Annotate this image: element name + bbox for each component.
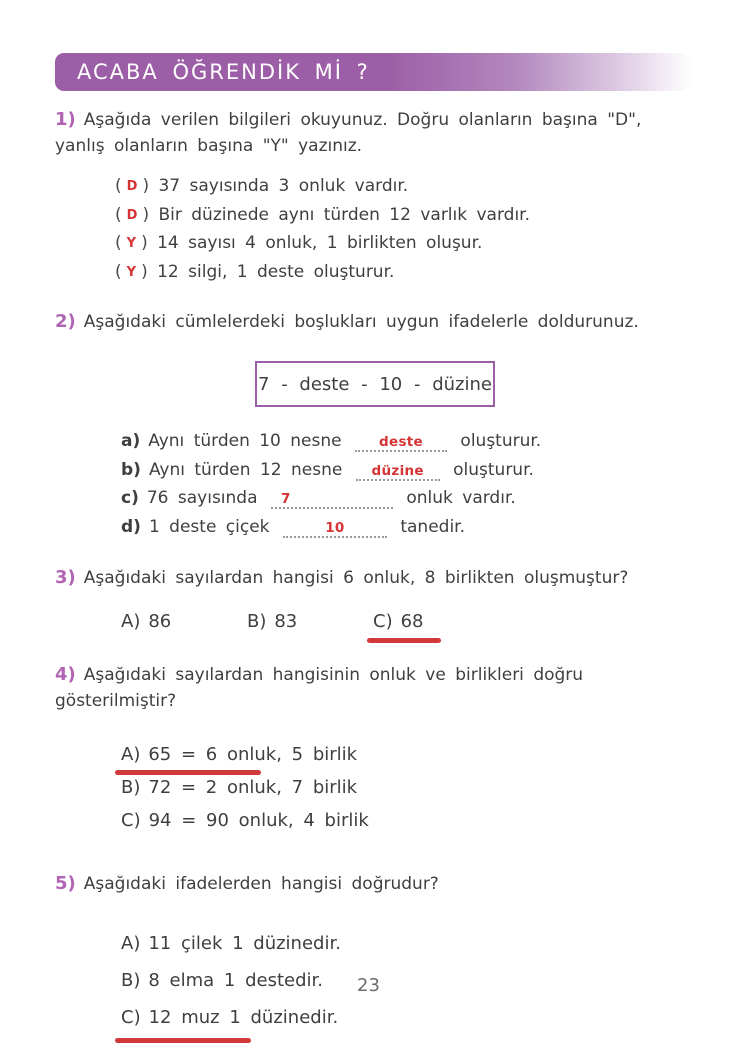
fill-blank-row (121, 427, 695, 456)
option-value: 11 çilek 1 düzinedir. (148, 933, 341, 954)
question-4-options (121, 738, 695, 837)
option-b[interactable] (247, 611, 297, 632)
text-before-blank: 1 deste çiçek (148, 516, 270, 537)
option-value: 68 (400, 611, 424, 632)
question-2-text: Aşağıdaki cümlelerdeki boşlukları uygun ifadelerle doldurunuz. (83, 312, 639, 332)
option-c-correct[interactable] (373, 611, 424, 632)
open-paren: ( (115, 176, 122, 196)
text-before-blank: Aynı türden 12 nesne (148, 459, 343, 480)
option-value: 72 = 2 onluk, 7 birlik (148, 777, 358, 798)
text-after-blank: oluşturur. (453, 459, 534, 480)
option-label: B) (246, 611, 267, 632)
question-5 (55, 871, 695, 897)
question-4-number: 4) (55, 664, 76, 685)
option-a[interactable] (121, 925, 341, 962)
correct-answer-underline (367, 638, 441, 643)
item-letter: c) (121, 488, 139, 508)
option-value: 83 (274, 611, 298, 632)
true-false-row (115, 202, 695, 231)
close-paren: ) (141, 261, 148, 282)
statement-text: 37 sayısında 3 onluk vardır. (158, 176, 409, 196)
question-5-number: 5) (55, 873, 76, 894)
option-label: A) (121, 933, 141, 954)
option-label: B) (121, 970, 141, 991)
question-1-number: 1) (55, 109, 76, 130)
item-letter: b) (121, 459, 141, 480)
question-1 (55, 107, 695, 159)
item-letter: a) (121, 431, 141, 451)
fill-blank-row (121, 456, 695, 485)
fill-blank[interactable] (271, 491, 393, 509)
blank-answer: 7 (280, 491, 291, 507)
question-1-text: Aşağıda verilen bilgileri okuyunuz. Doğru olanların başına "D", yanlış olanların başına "Y" yazınız. (55, 110, 642, 156)
option-value: 65 = 6 onluk, 5 birlik (148, 744, 358, 765)
answer-letter[interactable]: Y (126, 236, 137, 251)
option-value: 8 elma 1 destedir. (148, 970, 323, 991)
question-3-number: 3) (55, 567, 76, 588)
text-after-blank: tanedir. (400, 516, 466, 537)
question-4-text: Aşağıdaki sayılardan hangisinin onluk ve birlikleri doğru gösterilmiştir? (55, 665, 584, 711)
statement-text: Bir düzinede aynı türden 12 varlık vardır. (158, 204, 531, 225)
true-false-row (115, 230, 695, 259)
close-paren: ) (142, 176, 150, 196)
true-false-row (115, 259, 695, 288)
answer-letter[interactable]: Y (126, 264, 137, 280)
fill-blank[interactable] (355, 434, 447, 452)
blank-answer: deste (379, 434, 423, 450)
close-paren: ) (141, 233, 148, 253)
option-b[interactable] (121, 771, 357, 804)
page-number: 23 (357, 975, 380, 996)
question-3-options (121, 611, 695, 632)
question-3 (55, 565, 695, 591)
option-label: C) (373, 611, 393, 632)
question-3-text: Aşağıdaki sayılardan hangisi 6 onluk, 8 birlikten oluşmuştur? (83, 568, 629, 588)
question-2 (55, 309, 695, 335)
open-paren: ( (115, 233, 122, 253)
fill-blank-row (121, 484, 695, 513)
statement-text: 12 silgi, 1 deste oluşturur. (157, 261, 395, 282)
option-c-correct[interactable] (121, 999, 338, 1036)
answer-letter[interactable]: D (126, 179, 138, 194)
close-paren: ) (142, 204, 150, 225)
text-after-blank: oluşturur. (460, 431, 542, 451)
question-2-items (121, 427, 695, 541)
question-4 (55, 662, 695, 714)
fill-blank-row (121, 513, 695, 542)
option-a[interactable] (121, 611, 171, 632)
text-after-blank: onluk vardır. (406, 488, 516, 508)
question-1-items (115, 173, 695, 287)
option-value: 94 = 90 onluk, 4 birlik (148, 810, 369, 831)
option-value: 12 muz 1 düzinedir. (148, 1007, 339, 1028)
word-bank-box (255, 361, 495, 407)
option-label: B) (121, 777, 141, 798)
section-banner (55, 53, 692, 91)
question-2-number: 2) (55, 311, 76, 332)
answer-letter[interactable]: D (126, 207, 138, 223)
section-title: ACABA ÖĞRENDİK Mİ ? (77, 60, 370, 84)
fill-blank[interactable] (356, 463, 440, 481)
item-letter: d) (121, 516, 141, 537)
fill-blank[interactable] (283, 520, 387, 538)
blank-answer: düzine (371, 462, 424, 479)
statement-text: 14 sayısı 4 onluk, 1 birlikten oluşur. (157, 233, 483, 253)
text-before-blank: 76 sayısında (146, 488, 258, 508)
option-label: A) (121, 744, 141, 765)
open-paren: ( (115, 261, 122, 282)
true-false-row (115, 173, 695, 202)
word-bank-text: 7 - deste - 10 - düzine (258, 373, 492, 395)
text-before-blank: Aynı türden 10 nesne (148, 431, 342, 451)
option-c[interactable] (121, 804, 369, 837)
correct-answer-underline (115, 1038, 251, 1043)
option-value: 86 (148, 611, 172, 632)
option-label: C) (121, 1007, 141, 1028)
question-5-text: Aşağıdaki ifadelerden hangisi doğrudur? (83, 874, 439, 894)
option-label: A) (121, 611, 141, 632)
option-label: C) (121, 810, 141, 831)
open-paren: ( (115, 204, 122, 225)
blank-answer: 10 (325, 519, 345, 536)
option-a-correct[interactable] (121, 738, 357, 771)
